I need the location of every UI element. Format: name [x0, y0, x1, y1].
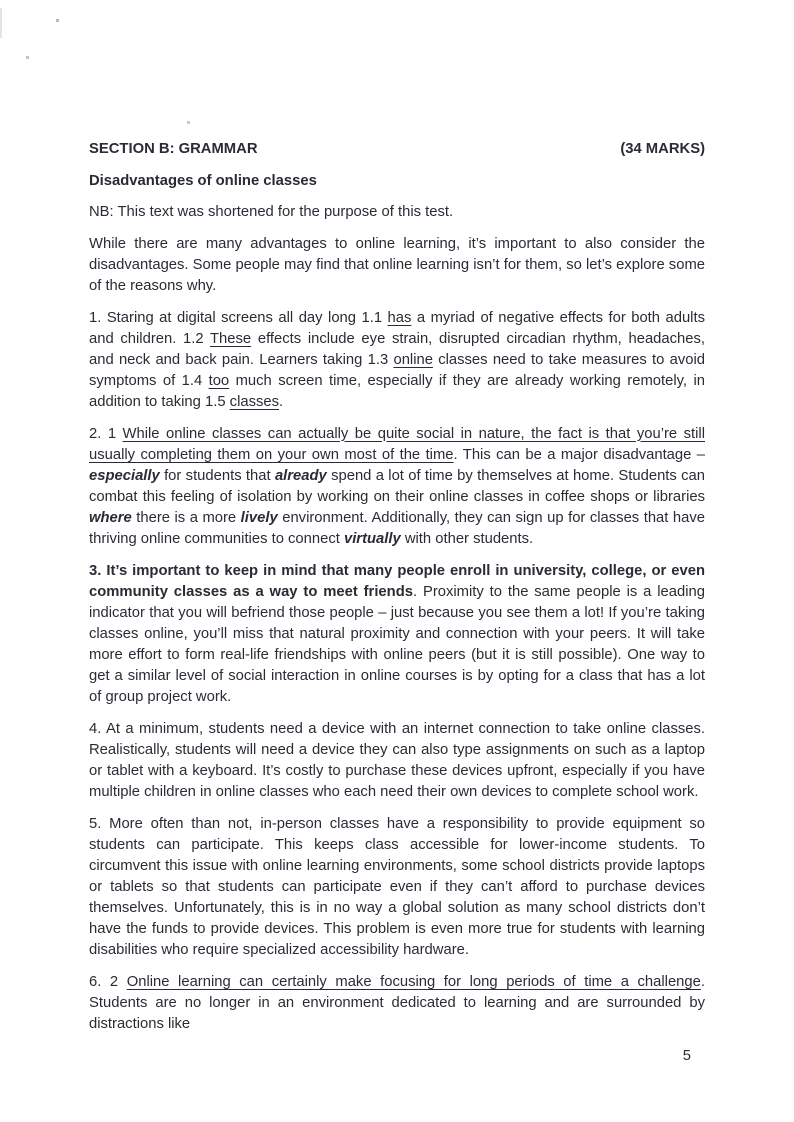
page-number: 5 — [682, 1047, 691, 1064]
scan-artifact-line — [0, 8, 2, 38]
text-segment: While there are many advantages to online learning, it’s important to also consider the disadvantages. Some people may find that online learning isn’t for them, so let’s explore some of the reasons why. — [89, 235, 705, 294]
text-segment: 1. Staring at digital screens all day long 1.1 — [89, 309, 388, 326]
paragraph-intro — [89, 234, 705, 297]
text-segment: 4. At a minimum, students need a device with an internet connection to take online classes. Realistically, students will need a device they can also type assignments on such as a laptop or tablet with a keyboard. It’s costly to purchase these devices upfront, especially if you have multiple children in online classes who each need their own devices to complete school work. — [89, 720, 705, 801]
text-segment: spend a lot of time by themselves at home. Students can combat this feeling of isolation by working on their online classes in coffee shops or libraries — [89, 467, 705, 505]
text-segment: 5. More often than not, in-person classes have a responsibility to provide equipment so students can participate. This keeps class accessible for lower-income students. To circumvent this issue with online learning environments, some school districts provide laptops or tablets so that students can participate even if they can’t afford to purchase devices themselves. Unfortunately, this is in no way a global solution as many school districts don’t have the funds to provide devices. This problem is even more true for students with learning disabilities who require specialized accessibility hardware. — [89, 815, 705, 959]
paragraph-2 — [89, 424, 705, 551]
text-segment: . Students are no longer in an environment dedicated to learning and are surrounded by distractions like — [89, 973, 705, 1032]
nb-note: NB: This text was shortened for the purpose of this test. — [89, 204, 454, 221]
text-segment: . This can be a major disadvantage – — [453, 446, 706, 463]
text-segment: much screen time, especially if they are already working remotely, in addition to taking 1.5 — [89, 372, 705, 410]
text-segment: Online learning can certainly make focusing for long periods of time a challenge — [126, 973, 701, 990]
text-segment: has — [387, 309, 412, 326]
text-segment: 3. It’s important to keep in mind that many people enroll in university, college, or even community classes as a way to meet friends — [89, 562, 705, 600]
text-segment: with other students. — [400, 531, 534, 547]
text-segment: environment. Additionally, they can sign up for classes that have thriving online communities to connect — [89, 509, 705, 547]
text-segment: already — [274, 467, 327, 484]
section-title: SECTION B: GRAMMAR — [89, 141, 258, 157]
text-segment: especially — [89, 467, 160, 484]
text-segment: virtually — [343, 531, 401, 547]
text-segment: online — [393, 351, 433, 368]
text-segment: classes — [229, 393, 280, 410]
text-segment: effects include eye strain, disrupted circadian rhythm, headaches, and neck and back pain. Learners taking 1.3 — [89, 330, 705, 368]
paragraph-3 — [89, 561, 705, 709]
text-segment: 2. 1 — [89, 425, 123, 442]
text-segment: . Proximity to the same people is a leading indicator that you will befriend those people – just because you see them a lot! If you’re taking classes online, you’ll miss that natural proximity and connection with your peers. It will take more effort to form real-life friendships with online peers (but it is still possible). One way to get a similar level of social interaction in online courses is by opting for a class that has a lot of group project work. — [89, 583, 705, 706]
paragraph-1 — [89, 308, 705, 413]
paragraph-5 — [89, 814, 705, 962]
marks-label: (34 MARKS) — [620, 141, 705, 157]
text-segment: where — [89, 509, 132, 526]
text-segment: 6. 2 — [89, 973, 127, 990]
text-segment: classes need to take measures to avoid symptoms of 1.4 — [89, 351, 705, 389]
document-subtitle: Disadvantages of online classes — [89, 172, 317, 189]
text-segment: a myriad of negative effects for both adults and children. 1.2 — [89, 309, 705, 347]
text-segment: . — [279, 393, 284, 410]
scan-artifact-dot — [56, 19, 59, 22]
paragraph-6 — [89, 972, 705, 1035]
text-segment: there is a more — [131, 509, 241, 526]
text-segment: too — [208, 372, 230, 389]
text-segment: While online classes can actually be quite social in nature, the fact is that you’re still usually completing them on your own most of the time — [89, 425, 705, 463]
text-segment: These — [210, 330, 252, 347]
text-segment: for students that — [159, 467, 275, 484]
scan-artifact-dot — [26, 56, 29, 59]
scan-artifact-dot — [187, 121, 190, 124]
text-segment: lively — [240, 509, 278, 526]
section-header — [89, 139, 705, 160]
paragraph-4 — [89, 719, 705, 803]
